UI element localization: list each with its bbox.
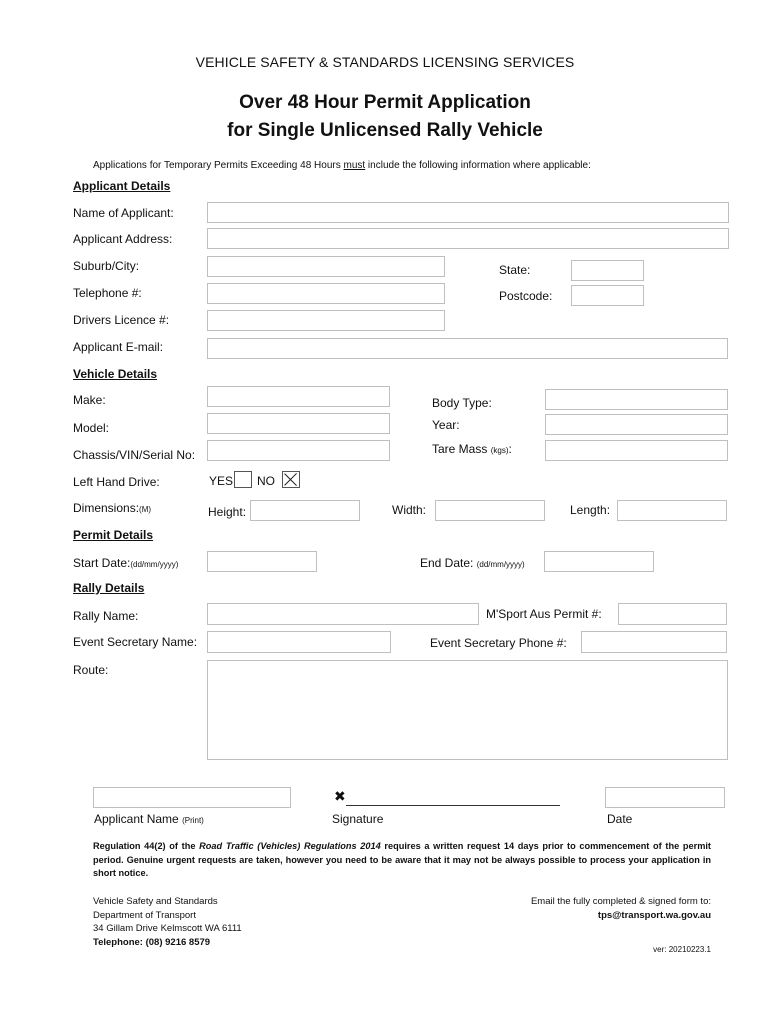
rally-name-field[interactable] [207, 603, 479, 625]
footer-org-line1: Vehicle Safety and Standards [93, 896, 218, 907]
chassis-vin-label: Chassis/VIN/Serial No: [73, 448, 196, 462]
make-field[interactable] [207, 386, 390, 407]
postcode-label: Postcode: [499, 289, 553, 303]
intro-must: must [343, 160, 366, 171]
body-type-label: Body Type: [432, 396, 492, 410]
signature-line[interactable] [346, 804, 560, 806]
postcode-field[interactable] [571, 285, 644, 306]
chassis-vin-field[interactable] [207, 440, 390, 461]
suburb-city-field[interactable] [207, 256, 445, 277]
signature-label: Signature [332, 812, 384, 826]
agency-heading: VEHICLE SAFETY & STANDARDS LICENSING SERVICES [195, 54, 575, 70]
section-applicant-details: Applicant Details [73, 179, 171, 193]
signature-x-mark-icon: ✖ [334, 788, 346, 804]
msport-permit-label: M'Sport Aus Permit #: [486, 607, 602, 621]
body-type-field[interactable] [545, 389, 728, 410]
section-rally-details: Rally Details [73, 581, 145, 595]
suburb-city-label: Suburb/City: [73, 259, 140, 273]
rally-name-label: Rally Name: [73, 609, 139, 623]
lhd-no-label: NO [257, 474, 275, 488]
event-secretary-name-label: Event Secretary Name: [73, 635, 198, 649]
applicant-address-field[interactable] [207, 228, 729, 249]
footer-address-block [93, 895, 242, 949]
form-version: ver: 20210223.1 [653, 945, 711, 954]
route-label: Route: [73, 663, 109, 677]
state-label: State: [499, 263, 531, 277]
section-vehicle-details: Vehicle Details [73, 367, 158, 381]
form-title-line2: for Single Unlicensed Rally Vehicle [227, 120, 543, 141]
footer-telephone: Telephone: (08) 9216 8579 [93, 936, 211, 948]
drivers-licence-field[interactable] [207, 310, 445, 331]
dimensions-label: Dimensions:(M) [73, 501, 152, 515]
tare-mass-field[interactable] [545, 440, 728, 461]
length-field[interactable] [617, 500, 727, 521]
height-field[interactable] [250, 500, 360, 521]
drivers-licence-label: Drivers Licence #: [73, 313, 170, 327]
lhd-no-checkbox[interactable] [282, 471, 300, 488]
name-of-applicant-field[interactable] [207, 202, 729, 223]
model-field[interactable] [207, 413, 390, 434]
footer-street-address: 34 Gillam Drive Kelmscott WA 6111 [93, 923, 242, 934]
route-textarea[interactable] [207, 660, 728, 760]
signature-date-label: Date [607, 812, 633, 826]
start-date-label: Start Date:(dd/mm/yyyy) [73, 556, 179, 570]
end-date-field[interactable] [544, 551, 654, 572]
end-date-label: End Date: (dd/mm/yyyy) [420, 556, 525, 570]
lhd-yes-label: YES [209, 474, 234, 488]
lhd-yes-checkbox[interactable] [234, 471, 252, 488]
footer-org-line2: Department of Transport [93, 909, 196, 921]
regulation-notice: Regulation 44(2) of the Road Traffic (Vehicles) Regulations 2014 requires a written request 14 days prior to commencement of the permit period. Genuine urgent requests are taken, however you need to be aware that it may not be always possible to process your application in short notice. [93, 841, 711, 878]
footer-email-address[interactable]: tps@transport.wa.gov.au [597, 909, 711, 921]
model-label: Model: [73, 421, 110, 435]
state-field[interactable] [571, 260, 644, 281]
width-label: Width: [392, 503, 427, 517]
event-secretary-phone-field[interactable] [581, 631, 727, 653]
left-hand-drive-label: Left Hand Drive: [73, 475, 160, 489]
footer-email-prompt: Email the fully completed & signed form to: [530, 896, 711, 907]
applicant-name-print-field[interactable] [93, 787, 291, 808]
footer-email-block [531, 895, 711, 922]
applicant-email-label: Applicant E-mail: [73, 340, 164, 354]
msport-permit-field[interactable] [618, 603, 727, 625]
applicant-email-field[interactable] [207, 338, 728, 359]
applicant-name-print-label: Applicant Name (Print) [94, 812, 204, 826]
length-label: Length: [570, 503, 611, 517]
tare-mass-label: Tare Mass (kgs): [432, 442, 512, 456]
year-field[interactable] [545, 414, 728, 435]
telephone-label: Telephone #: [73, 286, 142, 300]
intro-text: Applications for Temporary Permits Exceeding 48 Hours must include the following information where applicable: [93, 160, 591, 171]
make-label: Make: [73, 393, 106, 407]
telephone-field[interactable] [207, 283, 445, 304]
start-date-field[interactable] [207, 551, 317, 572]
event-secretary-name-field[interactable] [207, 631, 391, 653]
form-title-line1: Over 48 Hour Permit Application [239, 92, 531, 113]
applicant-address-label: Applicant Address: [73, 232, 173, 246]
height-label: Height: [208, 505, 247, 519]
event-secretary-phone-label: Event Secretary Phone #: [430, 636, 567, 650]
name-of-applicant-label: Name of Applicant: [73, 206, 174, 220]
signature-date-field[interactable] [605, 787, 725, 808]
section-permit-details: Permit Details [73, 528, 154, 542]
year-label: Year: [432, 418, 460, 432]
width-field[interactable] [435, 500, 545, 521]
